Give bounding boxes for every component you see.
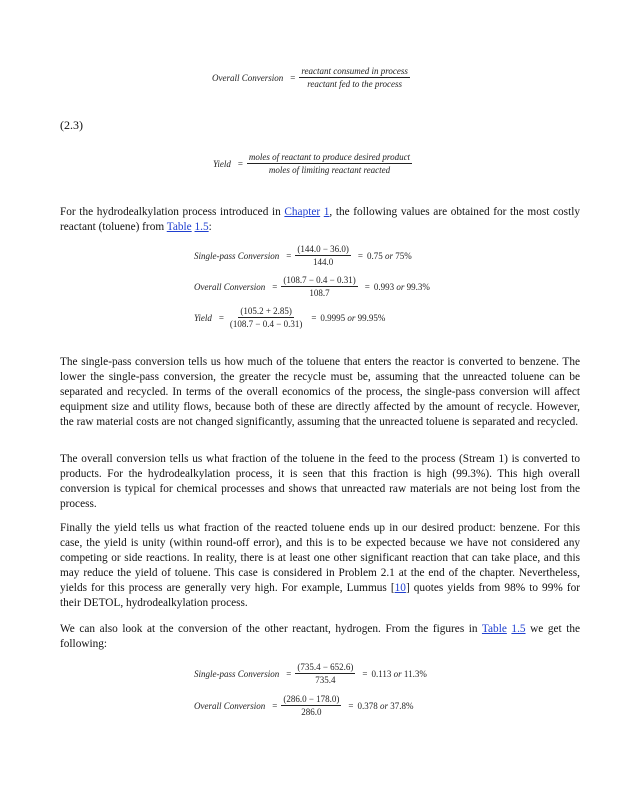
paragraph-single-pass: The single-pass conversion tells us how much of the toluene that enters the reactor is converted to benzene. The lower the single-pass conversion, the greater the recycle must be, assuming that the unreacted toluene can be separated and recycled. In terms of the overall economics of the process, the single-pass conversion will affect equipment size and utility flows, because both of these are directly affected by the amount of recycle. However, the raw material costs are not changed significantly, assuming that the unreacted toluene is separated and recycled. <box>60 356 580 428</box>
equation-number: (2.3) <box>60 118 83 132</box>
eq-value: 0.993 <box>373 281 395 292</box>
eq-value: 0.378 <box>357 700 378 711</box>
eq-or: or <box>384 250 393 261</box>
eq-sign: = <box>290 72 296 83</box>
paragraph-toluene-intro <box>60 205 580 235</box>
eq-result <box>344 701 413 711</box>
toluene-yield-equation <box>194 306 385 329</box>
eq-denominator: 286.0 <box>301 707 322 717</box>
eq-sign: = <box>272 281 278 292</box>
text: ] quotes yields from 98% to 99% for their DETOL, hydrodealkylation process. <box>60 582 581 609</box>
eq-lhs: Overall Conversion <box>194 281 266 292</box>
eq-sign: = <box>237 158 243 169</box>
eq-lhs: Single-pass Conversion <box>194 668 280 679</box>
eq-fraction <box>299 66 410 89</box>
eq-denominator: moles of limiting reactant reacted <box>268 165 391 175</box>
eq-sign: = <box>286 668 292 679</box>
eq-numerator: (144.0 − 36.0) <box>297 244 349 254</box>
eq-result <box>354 251 412 261</box>
eq-percent: 37.8% <box>390 700 414 711</box>
eq-denominator: 108.7 <box>309 288 330 298</box>
eq-fraction <box>247 152 412 175</box>
yield-definition <box>213 152 412 175</box>
chapter-link[interactable]: Chapter <box>284 206 321 218</box>
eq-fraction <box>295 662 355 685</box>
eq-denominator: 735.4 <box>315 675 336 685</box>
paragraph-yield <box>60 521 580 611</box>
eq-value: 0.9995 <box>320 312 346 323</box>
eq-lhs: Yield <box>194 312 212 323</box>
toluene-single-pass-equation <box>194 244 412 267</box>
eq-percent: 11.3% <box>403 668 427 679</box>
eq-sign: = <box>357 250 363 261</box>
text: we get the following: <box>60 623 580 650</box>
eq-result <box>307 313 385 323</box>
eq-or: or <box>396 281 405 292</box>
reference-link[interactable]: 10 <box>394 582 406 594</box>
eq-denominator: 144.0 <box>312 257 334 267</box>
eq-numerator: moles of reactant to produce desired product <box>248 152 411 162</box>
eq-lhs: Yield <box>213 158 231 169</box>
eq-sign: = <box>218 312 224 323</box>
eq-numerator: (108.7 − 0.4 − 0.31) <box>283 275 356 285</box>
toluene-overall-conversion-equation <box>194 275 430 298</box>
text: , the following values are obtained for the most costly reactant (toluene) from <box>60 206 581 233</box>
eq-sign: = <box>311 312 317 323</box>
eq-percent: 75% <box>395 250 412 261</box>
eq-value: 0.113 <box>371 668 392 679</box>
overall-conversion-definition <box>212 66 410 89</box>
eq-denominator: reactant fed to the process <box>307 79 403 89</box>
eq-sign: = <box>348 700 354 711</box>
eq-numerator: (286.0 − 178.0) <box>283 694 340 704</box>
eq-sign: = <box>272 700 278 711</box>
text: For the hydrodealkylation process introduced in <box>60 206 285 218</box>
eq-sign: = <box>364 281 370 292</box>
eq-result <box>358 669 426 679</box>
eq-fraction <box>228 306 304 329</box>
eq-percent: 99.3% <box>406 281 430 292</box>
text: We can also look at the conversion of the other reactant, hydrogen. From the figures in <box>60 623 482 635</box>
eq-denominator: (108.7 − 0.4 − 0.31) <box>229 319 303 329</box>
eq-lhs: Single-pass Conversion <box>194 250 280 261</box>
chapter-number-link[interactable]: 1 <box>323 206 330 218</box>
eq-numerator: reactant consumed in process <box>301 66 408 76</box>
hydrogen-overall-conversion-equation <box>194 694 414 717</box>
eq-or: or <box>347 312 356 323</box>
eq-or: or <box>379 700 388 711</box>
eq-fraction <box>295 244 351 267</box>
table-link[interactable]: Table <box>166 221 192 233</box>
table-number-link[interactable]: 1.5 <box>511 623 526 635</box>
text: : <box>208 221 212 233</box>
eq-percent: 99.95% <box>357 312 386 323</box>
text: Finally the yield tells us what fraction of the reacted toluene ends up in our desired product: benzene. For this case, the yield is unity (within round-off error), and this is to be expected because we have not considered any competing or side reactions. In reality, there is at least one other significant reaction that can take place, and this may reduce the yield of toluene. This case is considered in Problem 2.1 at the end of the chapter. Nevertheless, yields for this process are generally very high. For example, Lummus [ <box>60 522 580 594</box>
paragraph-hydrogen <box>60 622 580 652</box>
eq-lhs: Overall Conversion <box>194 700 266 711</box>
eq-sign: = <box>286 250 292 261</box>
eq-or: or <box>393 668 402 679</box>
eq-value: 0.75 <box>366 250 383 261</box>
eq-lhs: Overall Conversion <box>212 72 284 83</box>
eq-numerator: (105.2 + 2.85) <box>240 306 292 316</box>
eq-fraction <box>281 694 341 717</box>
paragraph-overall-conversion: The overall conversion tells us what fraction of the toluene in the feed to the process (Stream 1) is converted to products. For the hydrodealkylation process, it is seen that this fraction is high (99.3%). This high overall conversion is typical for chemical processes and shows that unreacted raw materials are not being lost from the process. <box>60 453 580 510</box>
eq-result <box>361 282 430 292</box>
table-link[interactable]: Table <box>481 623 507 635</box>
hydrogen-single-pass-equation <box>194 662 427 685</box>
table-number-link[interactable]: 1.5 <box>194 221 209 233</box>
eq-fraction <box>281 275 357 298</box>
eq-sign: = <box>362 668 368 679</box>
eq-numerator: (735.4 − 652.6) <box>297 662 354 672</box>
